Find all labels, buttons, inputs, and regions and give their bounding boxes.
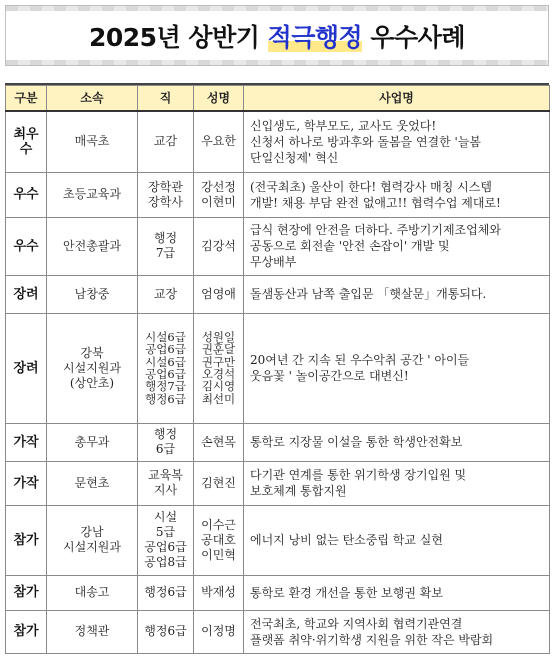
table-row	[6, 505, 550, 575]
org-cell	[47, 111, 138, 172]
org-line: 안전총괄과	[63, 238, 121, 253]
org-line: 문현초	[74, 475, 110, 490]
rank-line: 공업6급	[145, 342, 186, 357]
grade-cell: 가작	[6, 423, 47, 461]
title-prefix: 2025년 상반기	[88, 23, 268, 52]
table-row	[6, 313, 550, 423]
project-cell	[244, 275, 550, 313]
project-line: 통학로 지장물 이설을 통한 학생안전확보	[250, 435, 463, 449]
rank-cell	[138, 610, 194, 653]
name-line: 손현목	[201, 434, 236, 449]
org-cell	[47, 423, 138, 461]
rank-cell	[138, 461, 194, 505]
project-cell	[244, 423, 550, 461]
name-cell	[194, 275, 244, 313]
org-cell	[47, 505, 138, 575]
rank-line: 장학관	[148, 179, 183, 194]
title-highlight: 적극행정	[267, 23, 363, 52]
awards-table	[5, 85, 550, 654]
org-line: 매곡초	[74, 134, 110, 149]
title-border-top	[6, 6, 548, 11]
table-row	[6, 610, 550, 653]
rank-line: 장학사	[148, 194, 183, 209]
org-line: 강북	[80, 345, 104, 360]
name-line: 성원일	[201, 329, 236, 344]
table-row	[6, 217, 550, 275]
title-suffix: 우수사례	[362, 23, 465, 52]
project-line: 통학로 환경 개선을 통한 보행권 확보	[250, 585, 443, 600]
table-row	[6, 111, 550, 172]
project-cell	[244, 575, 550, 610]
project-cell	[244, 111, 550, 172]
org-cell	[47, 217, 138, 275]
header-project: 사업명	[244, 86, 550, 112]
name-cell	[194, 610, 244, 653]
grade-cell: 참가	[6, 505, 47, 575]
org-line: 정책관	[74, 624, 110, 638]
project-line: 에너지 낭비 없는 탄소중립 학교 실현	[250, 533, 443, 547]
table-row	[6, 275, 550, 313]
name-line: 이민혁	[201, 547, 236, 562]
project-line: 20여년 간 지속 된 우수악취 공간 ' 아이들	[250, 353, 470, 367]
table-row	[6, 575, 550, 610]
rank-line: 공업6급	[145, 367, 186, 381]
project-line: (전국최초) 울산이 한다! 협력강사 매칭 시스템	[250, 179, 492, 194]
name-line: 김현진	[201, 475, 236, 490]
project-cell	[244, 172, 550, 217]
name-line: 최선미	[201, 391, 236, 406]
project-cell	[244, 313, 550, 423]
org-line: 시설지원과	[63, 540, 121, 554]
grade-cell: 장려	[6, 275, 47, 313]
rank-line: 시설6급	[145, 329, 186, 344]
rank-cell	[138, 575, 194, 610]
name-cell	[194, 313, 244, 423]
project-line: 보호체계 통합지원	[250, 484, 347, 498]
grade-cell: 가작	[6, 461, 47, 505]
project-line: 전국최초, 학교와 지역사회 협력기관연결	[250, 616, 463, 631]
project-line: 신입생도, 학부모도, 교사도 웃었다!	[250, 118, 437, 133]
grade-cell: 참가	[6, 610, 47, 653]
header-grade: 구분	[6, 86, 47, 112]
header-name: 성명	[194, 86, 244, 112]
table-row	[6, 461, 550, 505]
rank-line: 행정7급	[145, 379, 186, 394]
name-line: 엄영애	[201, 286, 236, 301]
project-cell	[244, 461, 550, 505]
org-cell	[47, 461, 138, 505]
name-cell	[194, 111, 244, 172]
rank-line: 교육복	[148, 468, 183, 482]
project-cell	[244, 505, 550, 575]
project-line: 단일신청제' 혁신	[250, 150, 339, 165]
rank-line: 시설	[153, 510, 178, 524]
name-cell	[194, 217, 244, 275]
rank-line: 행정6급	[145, 391, 186, 406]
name-line: 권훈달	[201, 342, 236, 357]
name-line: 우요한	[201, 134, 236, 149]
org-line: 강남	[80, 525, 104, 539]
project-line: 무상배부	[250, 255, 297, 269]
grade-cell: 최우수	[6, 111, 47, 172]
rank-cell	[138, 172, 194, 217]
name-line: 박재성	[201, 585, 236, 599]
project-line: 급식 현장에 안전을 더하다. 주방기기제조업체와	[250, 223, 501, 237]
rank-line: 행정	[153, 427, 178, 441]
rank-line: 행정6급	[144, 585, 187, 599]
rank-cell	[138, 111, 194, 172]
name-line: 권구만	[201, 354, 236, 369]
table-row	[6, 172, 550, 217]
org-line: (상안초)	[69, 375, 115, 390]
rank-cell	[138, 423, 194, 461]
table-header-row	[6, 86, 550, 112]
rank-line: 교장	[153, 286, 178, 301]
name-line: 오경석	[201, 367, 236, 381]
project-line: 웃음꽃 ' 놀이공간으로 대변신!	[250, 369, 409, 383]
rank-line: 교감	[153, 134, 178, 149]
name-cell	[194, 423, 244, 461]
rank-line: 지사	[153, 483, 178, 497]
title-border-bottom	[6, 60, 548, 65]
rank-line: 행정6급	[144, 624, 187, 638]
org-cell	[47, 172, 138, 217]
name-line: 김강석	[201, 238, 236, 253]
rank-line: 공업8급	[144, 555, 187, 569]
grade-cell: 참가	[6, 575, 47, 610]
rank-line: 시설6급	[145, 354, 186, 369]
rank-line: 7급	[155, 246, 176, 260]
org-cell	[47, 275, 138, 313]
name-cell	[194, 505, 244, 575]
name-line: 강선정	[201, 179, 236, 194]
grade-cell: 우수	[6, 217, 47, 275]
project-line: 개발! 채용 부담 완전 없애고!! 협력수업 제대로!	[250, 195, 501, 210]
name-cell	[194, 461, 244, 505]
name-line: 이수근	[201, 517, 236, 532]
table-body	[6, 111, 550, 653]
title-banner	[5, 5, 549, 66]
rank-cell	[138, 313, 194, 423]
project-line: 돌샘동산과 남쪽 출입문 「햇살문」개통되다.	[250, 287, 487, 301]
name-cell	[194, 172, 244, 217]
rank-line: 공업6급	[144, 540, 187, 554]
rank-cell	[138, 217, 194, 275]
project-cell	[244, 217, 550, 275]
page-title	[6, 18, 548, 54]
name-line: 이현미	[201, 194, 236, 209]
table-row	[6, 423, 550, 461]
rank-cell	[138, 505, 194, 575]
org-line: 시설지원과	[63, 360, 121, 375]
project-line: 다기관 연계를 통한 위기학생 장기입원 및	[250, 468, 467, 482]
header-org: 소속	[47, 86, 138, 112]
org-line: 남창중	[74, 286, 110, 301]
project-line: 신청서 하나로 방과후와 돌봄을 연결한 '늘봄	[250, 134, 482, 149]
project-line: 플랫폼 취약·위기학생 지원을 위한 작은 박람회	[250, 632, 494, 647]
rank-line: 행정	[153, 231, 178, 245]
rank-cell	[138, 275, 194, 313]
grade-cell: 장려	[6, 313, 47, 423]
name-line: 이정명	[201, 624, 236, 638]
grade-cell: 우수	[6, 172, 47, 217]
rank-line: 5급	[155, 525, 176, 539]
org-line: 대송고	[74, 585, 110, 599]
org-cell	[47, 610, 138, 653]
name-line: 공대호	[201, 532, 236, 547]
org-cell	[47, 313, 138, 423]
header-rank: 직	[138, 86, 194, 112]
org-line: 총무과	[74, 434, 110, 449]
org-cell	[47, 575, 138, 610]
org-line: 초등교육과	[63, 187, 121, 201]
name-cell	[194, 575, 244, 610]
name-line: 김시영	[201, 379, 236, 394]
project-line: 공동으로 회전솥 '안전 손잡이' 개발 및	[250, 239, 450, 253]
project-cell	[244, 610, 550, 653]
rank-line: 6급	[155, 442, 176, 456]
